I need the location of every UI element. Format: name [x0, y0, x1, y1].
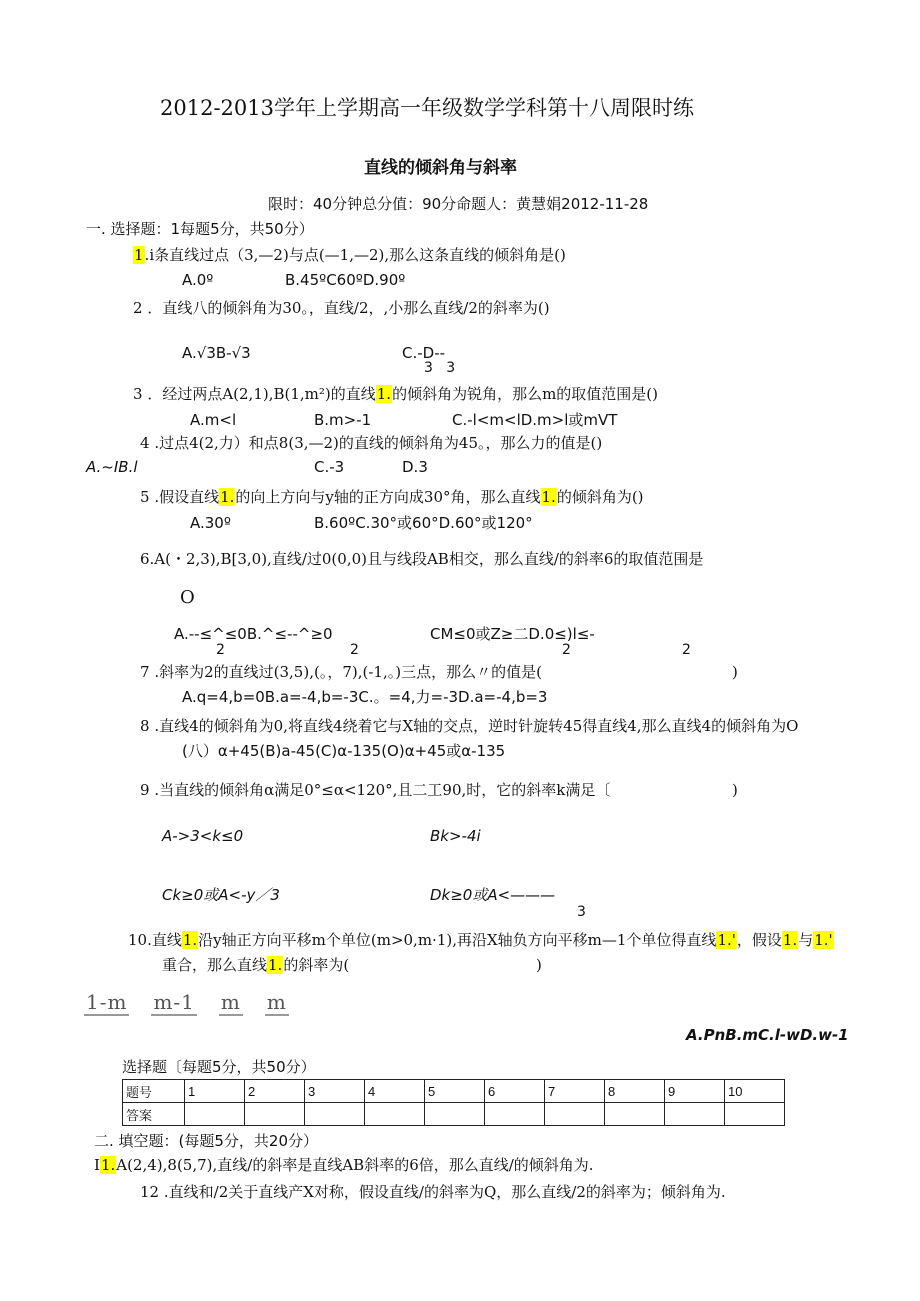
question-stem: A(2,4),8(5,7),直线/的斜率是直线AB斜率的6倍，那么直线/的倾斜角为.	[116, 1156, 594, 1174]
question-number: 3	[133, 385, 143, 403]
fraction-denominator: 2	[350, 642, 359, 658]
question-stem-line2-a: 重合，那么直线	[162, 956, 268, 974]
question-stem: .当直线的倾斜角α满足0°≤α<120°,且二工90,时，它的斜率k满足〔	[154, 781, 611, 799]
question-number: 12	[140, 1183, 160, 1201]
q9-option-d: Dk≥0或A<———	[430, 886, 556, 904]
question-5	[140, 487, 644, 507]
q2-options-cd: C.-D--	[402, 344, 446, 362]
line-label-highlight: 1.	[268, 956, 283, 974]
question-number: 2	[133, 299, 143, 317]
fraction-denominator: 2	[216, 642, 225, 658]
question-stem: .斜率为2的直线过(3,5),(。，7),(-1,。)三点，那么〃的值是(	[154, 663, 542, 681]
question-number: 4	[140, 434, 150, 452]
section-heading-fill: 二. 填空题：(每题5分，共20分）	[94, 1132, 319, 1150]
question-number: 5	[140, 488, 150, 506]
answer-cell[interactable]	[725, 1103, 785, 1126]
fraction-denominator: 2	[562, 642, 571, 658]
question-stem-c: 的倾斜角为()	[556, 488, 644, 506]
scanned-fraction: 1-m	[86, 990, 128, 1014]
answer-table-caption: 选择题〔每题5分，共50分）	[122, 1058, 316, 1076]
question-number: 8	[140, 717, 150, 735]
question-2	[133, 298, 550, 318]
q2-denominators: 3 3	[424, 360, 456, 376]
question-7	[140, 662, 542, 682]
question-1	[133, 245, 566, 265]
answer-table	[122, 1079, 785, 1126]
line-label-highlight: 1.	[220, 488, 235, 506]
q7-options: A.q=4,b=0B.a=-4,b=-3C.。=4,力=-3D.a=-4,b=3	[182, 688, 548, 706]
question-stem-a: 10.直线	[128, 931, 182, 949]
q8-options: (八）α+45(B)a-45(C)α-135(O)α+45或α-135	[182, 742, 506, 760]
question-number-cell: 7	[545, 1080, 605, 1103]
q2-options-ab: A.√3B-√3	[182, 344, 251, 362]
question-10	[128, 930, 834, 950]
question-stem-a: ．经过两点A(2,1),B(1,m²)的直线	[147, 385, 376, 403]
question-number-cell: 1	[185, 1080, 245, 1103]
exam-meta: 限时：40分钟总分值：90分命题人：黄慧娟2012-11-28	[268, 195, 649, 213]
q9-option-a: A->3<k≤0	[162, 827, 244, 845]
question-stem-b: 的向上方向与y轴的正方向成30°角，那么直线	[235, 488, 541, 506]
question-number: 7	[140, 663, 150, 681]
line-label-highlight: 1.	[100, 1156, 116, 1174]
q5-options-bcd: B.60ºC.30°或60°D.60°或120°	[314, 514, 533, 532]
question-stem: .直线4的倾斜角为0,将直线4绕着它与X轴的交点，逆时针旋转45得直线4,那么直线4的倾斜角为O	[154, 717, 799, 735]
question-stem-d: 与	[798, 931, 814, 949]
q4-option-d: D.3	[402, 458, 428, 476]
question-number-cell: 10	[725, 1080, 785, 1103]
question-number-cell: 4	[365, 1080, 425, 1103]
q4-option-c: C.-3	[314, 458, 345, 476]
question-11	[94, 1155, 594, 1175]
question-stem-a: .假设直线	[154, 488, 220, 506]
answer-cell[interactable]	[485, 1103, 545, 1126]
q4-options-ab: A.~IB.l	[86, 458, 138, 476]
line-label-highlight: 1.'	[717, 931, 736, 949]
table-row-answers	[123, 1103, 785, 1126]
answer-blank: O	[180, 587, 195, 608]
line-label-highlight: 1.'	[814, 931, 833, 949]
scanned-fraction: m	[220, 990, 241, 1014]
q10-options: A.PnB.mC.l-wD.w-1	[686, 1026, 849, 1044]
q5-option-a: A.30º	[190, 514, 231, 532]
answer-cell[interactable]	[185, 1103, 245, 1126]
q3-options-cd: C.-l<m<lD.m>l或mVT	[452, 411, 618, 429]
line-label-highlight: 1.	[782, 931, 798, 949]
table-row-numbers	[123, 1080, 785, 1103]
question-6: 6.A(・2,3),B[3,0),直线/过0(0,0)且与线段AB相交，那么直线/的斜率6的取值范围是	[140, 550, 704, 568]
answer-cell[interactable]	[365, 1103, 425, 1126]
question-number: 1	[134, 246, 144, 264]
question-number-cell: 8	[605, 1080, 665, 1103]
q1-option-a: A.0º	[182, 271, 214, 289]
q1-options-bcd: B.45ºC60ºD.90º	[285, 271, 406, 289]
answer-cell[interactable]	[665, 1103, 725, 1126]
answer-cell[interactable]	[245, 1103, 305, 1126]
q6-options-ab: A.--≤^≤0B.^≤--^≥0	[174, 625, 333, 643]
question-number-cell: 3	[305, 1080, 365, 1103]
page-title: 2012-2013学年上学期高一年级数学学科第十八周限时练	[160, 96, 694, 120]
table-row-header: 答案	[123, 1103, 185, 1126]
question-number-cell: 2	[245, 1080, 305, 1103]
question-stem-b: 沿y轴正方向平移m个单位(m>0,m·1),再沿X轴负方向平移m—1个单位得直线	[198, 931, 717, 949]
question-stem: .i条直线过点（3,—2)与点(—1,—2),那么这条直线的倾斜角是()	[144, 246, 566, 264]
question-number-cell: 5	[425, 1080, 485, 1103]
fraction-denominator: 2	[682, 642, 691, 658]
q6-options-cd: CM≤0或Z≥二D.0≤)l≤-	[430, 625, 595, 643]
scanned-fraction: m-1	[153, 990, 195, 1014]
answer-paren-close: )	[732, 663, 738, 681]
scanned-fraction: m	[266, 990, 287, 1014]
question-3	[133, 384, 658, 404]
question-8	[140, 716, 798, 736]
question-number-cell: 6	[485, 1080, 545, 1103]
q9-option-b: Bk>-4i	[430, 827, 481, 845]
question-stem: .直线和/2关于直线产X对称，假设直线/的斜率为Q，那么直线/2的斜率为；倾斜角为.	[163, 1183, 726, 1201]
question-stem-c: ，假设	[736, 931, 782, 949]
answer-cell[interactable]	[545, 1103, 605, 1126]
answer-cell[interactable]	[605, 1103, 665, 1126]
question-number: 9	[140, 781, 150, 799]
page-subtitle: 直线的倾斜角与斜率	[364, 158, 517, 178]
question-9	[140, 780, 610, 800]
question-stem: .过点4(2,力）和点8(3,—2)的直线的倾斜角为45。，那么力的值是()	[154, 434, 603, 452]
scanned-fraction-options	[84, 990, 311, 1016]
answer-paren-close: )	[732, 781, 738, 799]
line-label-highlight: 1.	[182, 931, 198, 949]
question-stem: ．直线八的倾斜角为30。，直线/2，,小那么直线/2的斜率为()	[147, 299, 550, 317]
question-10-line2	[162, 955, 349, 975]
q3-option-b: B.m>-1	[314, 411, 372, 429]
answer-cell[interactable]	[305, 1103, 365, 1126]
section-heading-choice: 一. 选择题：1每题5分，共50分）	[86, 220, 314, 238]
table-row-header: 题号	[123, 1080, 185, 1103]
question-prefix: I	[94, 1156, 100, 1174]
question-4	[140, 433, 602, 453]
question-stem-line2-b: 的斜率为(	[283, 956, 350, 974]
answer-cell[interactable]	[425, 1103, 485, 1126]
q3-option-a: A.m<l	[190, 411, 237, 429]
question-number-cell: 9	[665, 1080, 725, 1103]
q9-option-c: Ck≥0或A<-y／3	[162, 886, 280, 904]
line-label-highlight: 1.	[541, 488, 556, 506]
question-12	[140, 1182, 726, 1202]
answer-paren-close: )	[536, 956, 542, 974]
line-label-highlight: 1.	[376, 385, 392, 403]
fraction-denominator: 3	[577, 904, 586, 920]
question-stem-b: 的倾斜角为锐角，那么m的取值范围是()	[392, 385, 659, 403]
